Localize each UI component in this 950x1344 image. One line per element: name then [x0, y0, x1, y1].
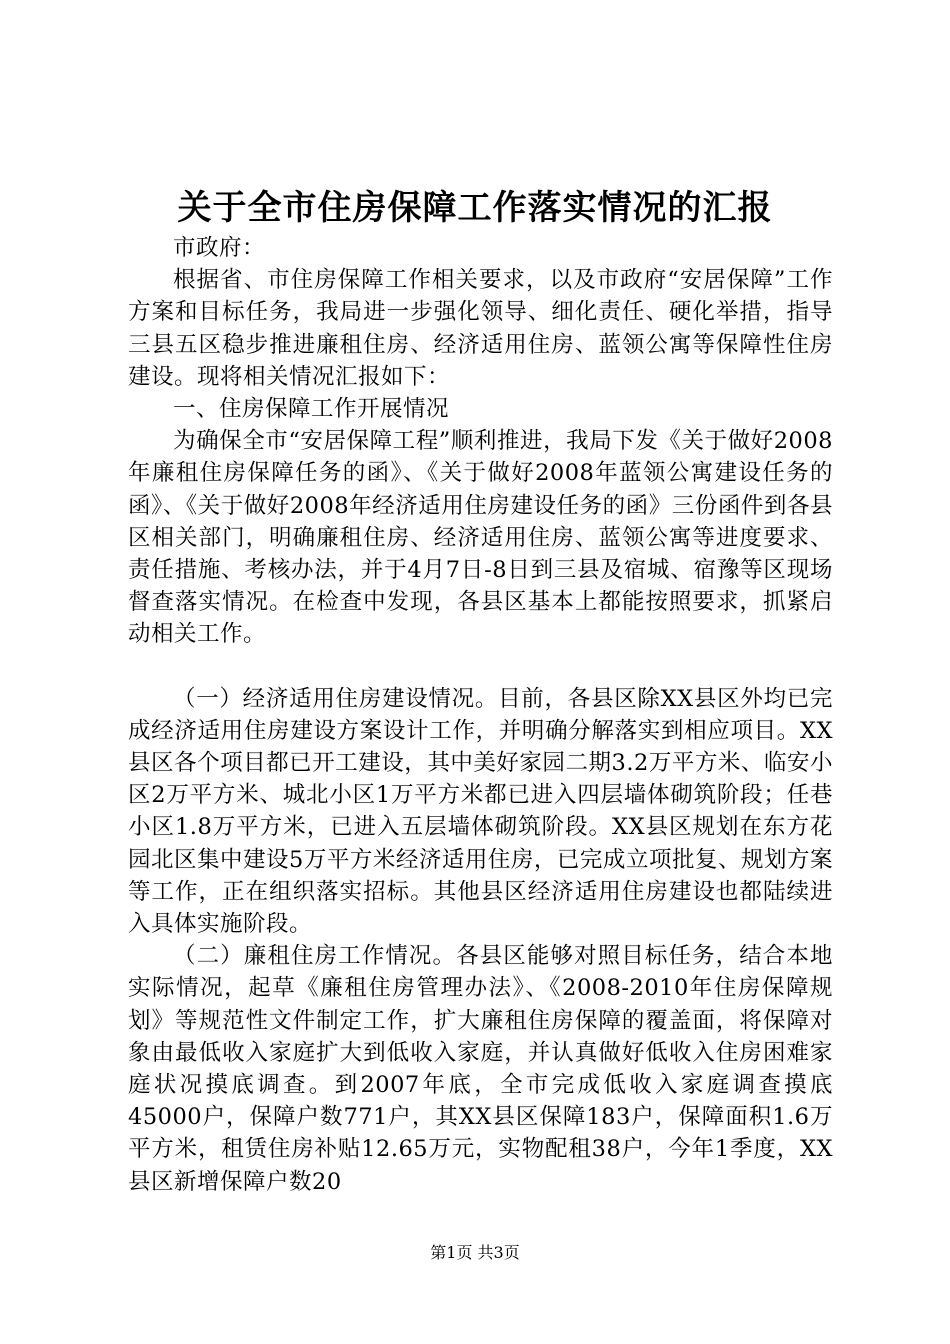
document-title: 关于全市住房保障工作落实情况的汇报: [177, 188, 773, 228]
paragraph-intro: 根据省、市住房保障工作相关要求，以及市政府“安居保障”工作方案和目标任务，我局进一步强化领导、细化责任、硬化举措，指导三县五区稳步推进廉租住房、经济适用住房、蓝领公寓等保障性住房建设。现将相关情况汇报如下：: [128, 267, 833, 390]
paragraph-low-rent-housing: （二）廉租住房工作情况。各县区能够对照目标任务，结合本地实际情况，起草《廉租住房管理办法》、《2008-2010年住房保障规划》等规范性文件制定工作，扩大廉租住房保障的覆盖面，将保障对象由最低收入家庭扩大到低收入家庭，并认真做好低收入住房困难家庭状况摸底调查。到2007年底，全市完成低收入家庭调查摸底45000户，保障户数771户，其XX县区保障183户，保障面积1.6万平方米，租赁住房补贴12.65万元，实物配租38户，今年1季度，XX县区新增保障户数20: [128, 943, 833, 1195]
paragraph-overview: 为确保全市“安居保障工程”顺利推进，我局下发《关于做好2008年廉租住房保障任务的函》、《关于做好2008年蓝领公寓建设任务的函》、《关于做好2008年经济适用住房建设任务的函》三份函件到各县区相关部门，明确廉租住房、经济适用住房、蓝领公寓等进度要求、责任措施、考核办法，并于4月7日-8日到三县及宿城、宿豫等区现场督查落实情况。在检查中发现，各县区基本上都能按照要求，抓紧启动相关工作。: [128, 428, 833, 648]
section-heading-1: 一、住房保障工作开展情况: [173, 396, 450, 423]
salutation: 市政府：: [173, 235, 266, 261]
document-body: [128, 232, 833, 1198]
page-footer: 第1页 共3页: [430, 1243, 520, 1262]
paragraph-affordable-housing: （一）经济适用住房建设情况。目前，各县区除XX县区外均已完成经济适用住房建设方案设计工作，并明确分解落实到相应项目。XX县区各个项目都已开工建设，其中美好家园二期3.2万平方米、临安小区2万平方米、城北小区1万平方米都已进入四层墙体砌筑阶段；任巷小区1.8万平方米，已进入五层墙体砌筑阶段。XX县区规划在东方花园北区集中建设5万平方米经济适用住房，已完成立项批复、规划方案等工作，正在组织落实招标。其他县区经济适用住房建设也都陆续进入具体实施阶段。: [128, 685, 833, 938]
